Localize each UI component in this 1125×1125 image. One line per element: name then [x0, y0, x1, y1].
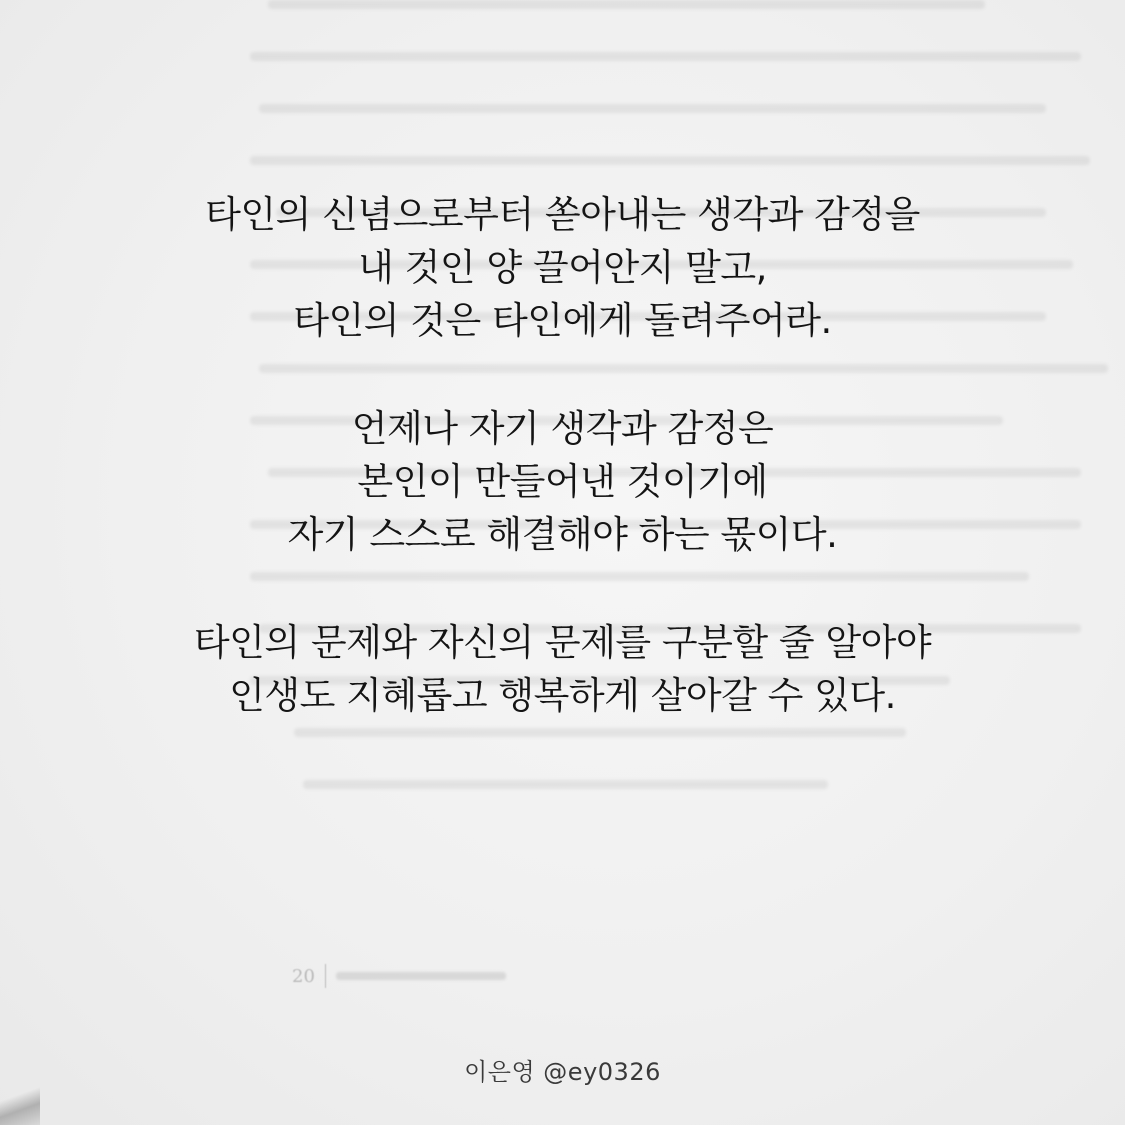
quote-line: 내 것인 양 끌어안지 말고,: [358, 246, 767, 289]
page-number: 20: [292, 965, 315, 987]
folio-divider: [325, 964, 326, 988]
page-folio: [292, 964, 506, 988]
running-header-blur: [336, 972, 506, 980]
quote-line: 본인이 만들어낸 것이기에: [357, 460, 768, 503]
quote-stanza: [0, 616, 1125, 722]
page-corner-shadow: [0, 1085, 40, 1125]
quote-line: 인생도 지혜롭고 행복하게 살아갈 수 있다.: [229, 674, 896, 717]
quote-line: 타인의 신념으로부터 쏟아내는 생각과 감정을: [205, 193, 920, 236]
quote-stanza: [0, 402, 1125, 561]
quote-line: 언제나 자기 생각과 감정은: [351, 407, 774, 450]
quote-line: 타인의 문제와 자신의 문제를 구분할 줄 알아야: [193, 621, 932, 664]
quote-line: 자기 스스로 해결해야 하는 몫이다.: [287, 513, 838, 556]
quote-text: [0, 188, 1125, 722]
quote-line: 타인의 것은 타인에게 돌려주어라.: [293, 299, 832, 342]
quote-stanza: [0, 188, 1125, 347]
author-credit: 이은영 @ey0326: [464, 1058, 661, 1086]
